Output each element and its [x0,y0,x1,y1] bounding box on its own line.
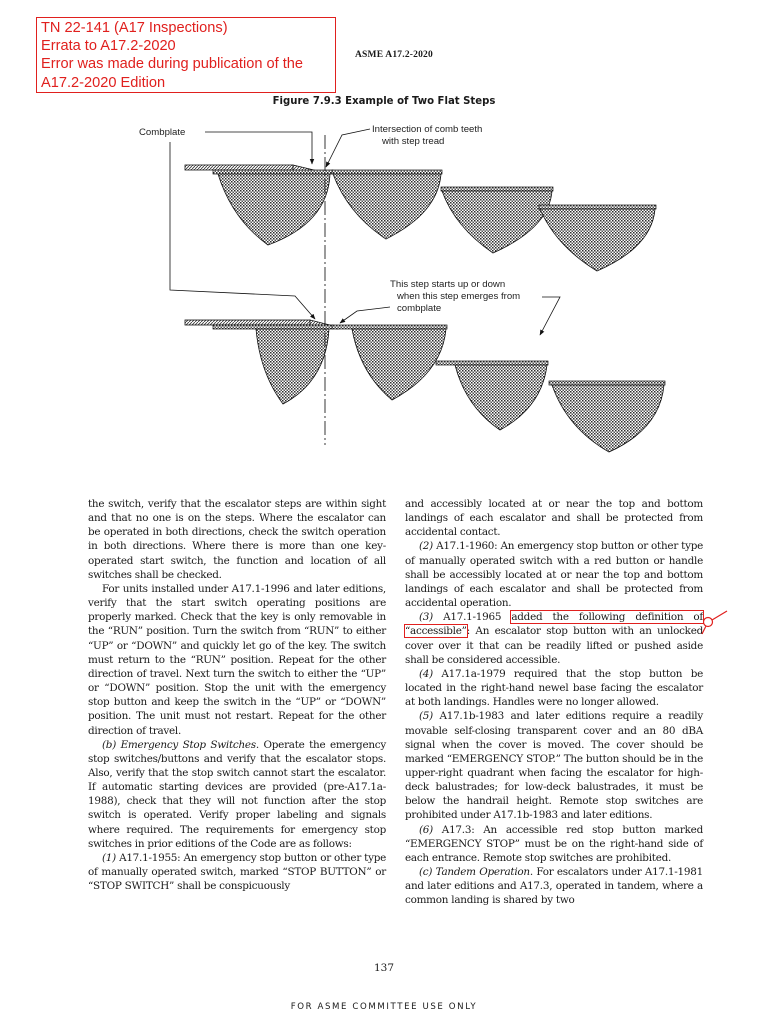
page-number: 137 [373,962,395,974]
lower-step-2 [332,325,447,400]
lower-step-1 [213,325,333,404]
step-diagram [0,115,768,470]
right-paragraph-6: (6) A17.3: An accessible red stop button marked “EMERGENCY STOP” must be on the right-hand side of each entrance. Remote stop switches are prohibited. [405,823,703,864]
combplate-label: Combplate [139,127,186,138]
upper-step-2 [332,170,442,239]
left-text-column [88,497,386,893]
errata-highlight-accessible: “accessible” [405,625,467,638]
left-paragraph-3: (b) Emergency Stop Switches. Operate the emergency stop switches/buttons and verify that the escalator stops. Also, verify that the stop switch cannot start the escalator. If automatic starting devices are provided (pre-A17.1a-1988), check that they will not function after the stop switch is operated. Verify proper labeling and signals where required. The requirements for emergency stop switches in prior editions of the Code are as follows: [88,738,386,850]
errata-line-3: Error was made during publication of the [41,56,304,73]
right-paragraph-2: (2) A17.1-1960: An emergency stop button or other type of manually operated switch with a red button or handle shall be accessibly located at or near the top and bottom landings of each escalator and shall be protected from accidental operation. [405,540,703,610]
running-header: ASME A17.2-2020 [355,50,433,60]
emergency-stop-heading: (b) Emergency Stop Switches. [102,738,259,751]
step-start-leader-right [540,297,560,335]
errata-line-2: Errata to A17.2-2020 [41,38,176,55]
intersection-leader [326,129,370,167]
right-paragraph-5: (5) A17.1b-1983 and later editions require a readily movable self-closing transparent cover and an 80 dBA signal when the cover is moved. The cover should be marked “EMERGENCY STOP.” The button should be in the upper-right quadrant when facing the escalator for high-deck balustrades; for low-deck balustrades, it must be below the handrail height. Remote stop switches are prohibited under A17.1b-1983 and later editions. [405,710,703,822]
intersection-label-line-2: with step tread [382,136,445,147]
errata-highlight-definition: added the following definition of [511,611,704,624]
handwritten-correction-mark [700,604,730,636]
upper-step-1 [213,170,333,245]
left-paragraph-1: the switch, verify that the escalator steps are within sight and that no one is on the steps. Where the escalator can be operated in both directions, check the switch operation in both directions. Where there is more than one key-operated start switch, the function and location of all switches shall be checked. [88,498,386,581]
upper-step-4 [539,205,656,271]
lower-step-4 [549,381,665,452]
lower-step-3 [436,361,548,430]
step-start-label-line-2: when this step emerges from [397,291,521,302]
left-paragraph-2: For units installed under A17.1-1996 and later editions, verify that the start switch operating positions are properly marked. Check that the key is only removable in the “RUN” position. Turn the switch from “RUN” to either “UP” or “DOWN” and quickly let go of the key. The switch must return to the “RUN” position. Repeat for the other direction of travel. Next turn the switch to either the “UP” or “DOWN” position. Stop the unit with the emergency stop button and keep the switch in the “UP” or “DOWN” position. The unit must not restart. Repeat for the other direction of travel. [88,582,386,737]
combplate-leader [205,132,312,164]
right-paragraph-4: (4) A17.1a-1979 required that the stop button be located in the right-hand newel base facing the escalator at both landings. Handles were no longer allowed. [405,667,703,709]
right-paragraph-3: (3) A17.1-1965 added the following definition of “accessible”: An escalator stop button with an unlocked cover over it that can be readily lifted or pushed aside shall be considered accessible. [405,611,704,666]
lower-combplate [185,320,310,325]
right-paragraph-1: and accessibly located at or near the top and bottom landings of each escalator and shall be protected from accidental contact. [405,498,703,539]
step-start-label-line-3: combplate [397,303,442,314]
errata-line-4: A17.2-2020 Edition [41,74,166,91]
step-start-label-line-1: This step starts up or down [390,279,506,290]
figure-title: Figure 7.9.3 Example of Two Flat Steps [272,94,496,107]
step-start-leader-left [340,307,390,323]
right-paragraph-7: (c) Tandem Operation. For escalators under A17.1-1981 and later editions and A17.3, operated in tandem, where a common landing is shared by two [405,866,703,907]
upper-step-3 [441,187,553,253]
lower-step-set [185,320,665,452]
tandem-operation-heading: (c) Tandem Operation. [419,866,533,879]
errata-notice-box [36,17,336,93]
intersection-label-line-1: Intersection of comb teeth [372,124,483,135]
committee-use-notice: FOR ASME COMMITTEE USE ONLY [290,1002,478,1012]
upper-step-set [185,165,656,271]
errata-line-1: TN 22-141 (A17 Inspections) [41,20,228,36]
right-text-column [405,497,703,908]
upper-combplate [185,165,293,170]
left-paragraph-4: (1) A17.1-1955: An emergency stop button or other type of manually operated switch, marked “STOP BUTTON” or “STOP SWITCH” shall be conspicuously [88,851,386,893]
